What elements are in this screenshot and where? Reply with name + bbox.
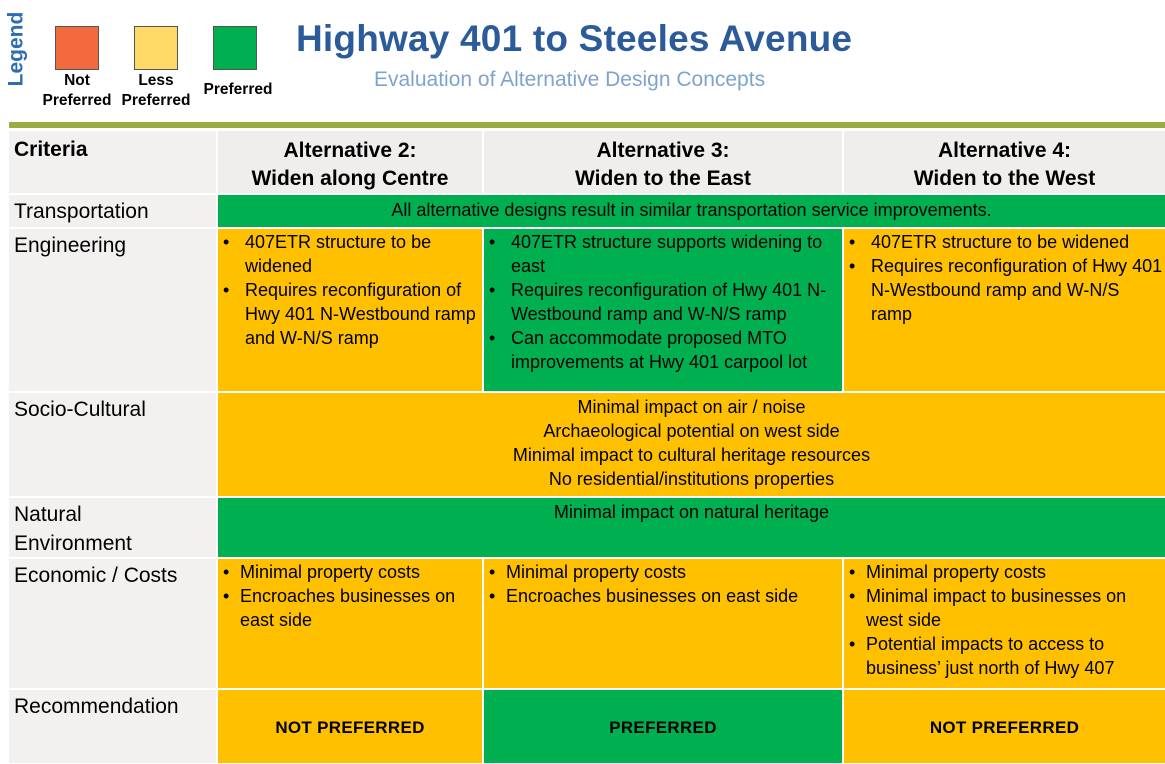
legend-text-not-preferred: Not Preferred [42,72,112,109]
list-item: • Can accommodate proposed MTO improvements at Hwy 401 carpool lot [484,326,842,374]
criterion-economic-costs: Economic / Costs [9,559,218,688]
natural-environment-cell: Minimal impact on natural heritage [218,498,1165,557]
list-item: • 407ETR structure supports widening to east [484,230,842,278]
column-header-alt3: Alternative 3: Widen to the East [484,131,844,193]
criterion-engineering: Engineering [9,229,218,391]
evaluation-table [9,131,1165,763]
legend-swatch-less-preferred [134,26,178,70]
list-item: • Minimal property costs [218,560,482,584]
recommendation-alt4-cell: NOT PREFERRED [844,690,1165,763]
column-header-alt4: Alternative 4: Widen to the West [844,131,1165,193]
criterion-socio-cultural: Socio-Cultural [9,393,218,496]
criterion-transportation: Transportation [9,195,218,227]
list-item: • Potential impacts to access to business’ just north of Hwy 407 [844,632,1165,680]
economic-alt2-cell [218,559,484,688]
table-row-recommendation [9,690,1165,763]
page-subtitle: Evaluation of Alternative Design Concepts [374,68,766,91]
table-header-row [9,131,1165,195]
legend-label: Legend [4,11,28,87]
recommendation-alt2-cell: NOT PREFERRED [218,690,484,763]
list-item: • Requires reconfiguration of Hwy 401 N-Westbound ramp and W-N/S ramp [484,278,842,326]
column-header-alt2: Alternative 2: Widen along Centre [218,131,484,193]
engineering-alt3-cell [484,229,844,391]
list-item: • Encroaches businesses on east side [484,584,842,608]
table-row-economic-costs [9,559,1165,690]
table-row-natural-environment [9,498,1165,559]
criteria-header: Criteria [9,131,218,193]
engineering-alt4-cell [844,229,1165,391]
economic-alt4-cell [844,559,1165,688]
table-row-transportation [9,195,1165,229]
transportation-cell: All alternative designs result in similar transportation service improvements. [218,195,1165,227]
criterion-natural-environment: Natural Environment [9,498,218,557]
list-item: • 407ETR structure to be widened [218,230,482,278]
legend-swatch-preferred [213,26,257,70]
legend-text-less-preferred: Less Preferred [121,72,191,109]
legend-text-preferred: Preferred [203,81,273,98]
economic-alt3-cell [484,559,844,688]
list-item: • Minimal impact to businesses on west side [844,584,1165,632]
header-rule [9,122,1165,128]
recommendation-alt3-cell: PREFERRED [484,690,844,763]
table-row-engineering [9,229,1165,393]
list-item: • Minimal property costs [484,560,842,584]
list-item: • Minimal property costs [844,560,1165,584]
list-item: • 407ETR structure to be widened [844,230,1165,254]
criterion-recommendation: Recommendation [9,690,218,763]
list-item: • Encroaches businesses on east side [218,584,482,632]
list-item: • Requires reconfiguration of Hwy 401 N-Westbound ramp and W-N/S ramp [844,254,1165,326]
socio-cultural-cell: Minimal impact on air / noise Archaeological potential on west side Minimal impact to cultural heritage resources No residential/institutions properties [218,393,1165,496]
engineering-alt2-cell [218,229,484,391]
list-item: • Requires reconfiguration of Hwy 401 N-Westbound ramp and W-N/S ramp [218,278,482,350]
legend-swatch-not-preferred [55,26,99,70]
table-row-socio-cultural [9,393,1165,498]
page-title: Highway 401 to Steeles Avenue [296,18,853,59]
